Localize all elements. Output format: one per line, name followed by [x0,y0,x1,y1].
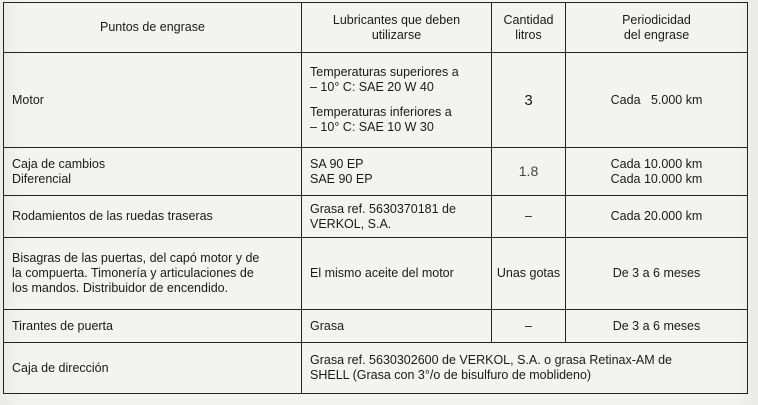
point-text: la compuerta. Timonería y articulaciones de [12,266,254,280]
cell-point [4,148,302,196]
lubricant-line: SHELL (Grasa con 3°/o de bisulfuro de moblideno) [310,368,592,382]
cell-quantity [492,148,566,196]
quantity-text: 3 [524,91,533,109]
lubricant-line: Grasa ref. 5630370181 de [310,201,456,216]
cell-period [566,148,748,196]
table-row-direccion [4,343,748,394]
header-periodicity-line1: Periodicidad [622,12,691,27]
period-text: Cada 5.000 km [610,92,703,107]
table-row-tirantes [4,310,748,343]
cell-lubricant [302,310,492,343]
lubrication-table [3,2,748,394]
cell-point [4,53,302,148]
cell-point [4,310,302,343]
lubricant-line: – 10° C: SAE 10 W 30 [310,120,434,134]
quantity-text: – [525,318,532,333]
cell-quantity [492,196,566,238]
cell-period [566,310,748,343]
lubricant-line: SA 90 EP [310,156,364,171]
cell-quantity [492,238,566,310]
lubricant-line: El mismo aceite del motor [310,266,454,280]
lubricant-line: SAE 90 EP [310,171,373,186]
period-text: De 3 a 6 meses [612,266,701,280]
period-text: De 3 a 6 meses [612,318,701,333]
lubricant-line: Grasa [310,318,345,333]
point-text: Diferencial [12,171,72,186]
point-text: Rodamientos de las ruedas traseras [12,209,213,223]
point-text: Bisagras de las puertas, del capó motor y de [12,251,260,265]
quantity-text: Unas gotas [496,266,561,280]
period-text: Cada 10.000 km [610,156,703,171]
cell-quantity [492,53,566,148]
header-quantity [492,3,566,53]
quantity-text: 1.8 [518,163,539,179]
header-lubricants-line1: Lubricantes que deben [332,12,461,27]
header-row [4,3,748,53]
header-quantity-line1: Cantidad [503,12,554,27]
cell-point [4,343,302,394]
header-periodicity-line2: del engrase [623,27,690,42]
point-text: Tirantes de puerta [12,318,113,333]
period-text: Cada 20.000 km [610,209,703,223]
header-points [4,3,302,53]
table-row-rodamientos [4,196,748,238]
cell-period [566,53,748,148]
header-lubricants-line2: utilizarse [371,27,422,42]
cell-quantity [492,310,566,343]
cell-point [4,196,302,238]
point-text: los mandos. Distribuidor de encendido. [12,281,229,295]
lubricant-line: Grasa ref. 5630302600 de VERKOL, S.A. o grasa Retinax-AM de [310,353,673,367]
cell-lubricant [302,53,492,148]
header-points-text: Puntos de engrase [100,20,205,34]
point-text: Caja de dirección [12,360,109,375]
cell-period [566,238,748,310]
point-text: Motor [12,92,44,107]
lubricant-line: Temperaturas superiores a [310,65,459,79]
period-text: Cada 10.000 km [610,171,703,186]
cell-lubricant-wide [302,343,748,394]
cell-lubricant [302,196,492,238]
lubricant-line: VERKOL, S.A. [310,216,392,231]
point-text: Caja de cambios [12,156,106,171]
header-periodicity [566,3,748,53]
table-row-caja-cambios [4,148,748,196]
lubricant-line: Temperaturas inferiores a [310,105,452,119]
header-quantity-line2: litros [515,27,542,42]
table-row-motor [4,53,748,148]
cell-lubricant [302,148,492,196]
quantity-text: – [525,209,532,223]
cell-lubricant [302,238,492,310]
header-lubricants [302,3,492,53]
cell-point [4,238,302,310]
cell-period [566,196,748,238]
lubricant-line: – 10° C: SAE 20 W 40 [310,80,434,94]
table-row-bisagras [4,238,748,310]
